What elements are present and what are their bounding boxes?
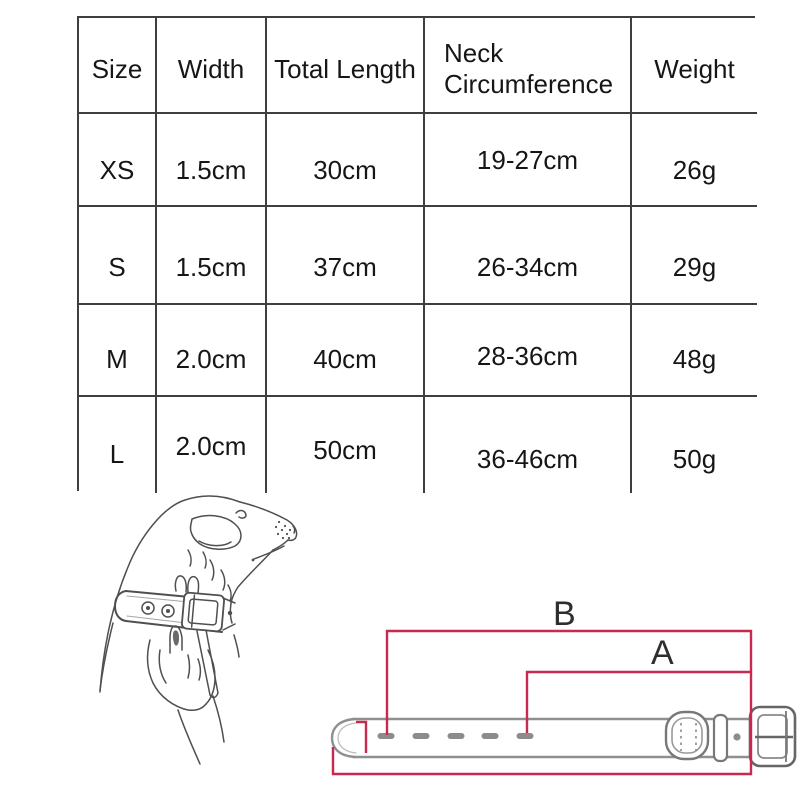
table-cell: 40cm bbox=[267, 305, 425, 397]
table-cell: 1.5cm bbox=[157, 114, 267, 207]
table-cell: 48g bbox=[632, 305, 757, 397]
table-cell: L bbox=[79, 397, 157, 493]
dog-ear bbox=[190, 516, 241, 550]
header-cell-width: Width bbox=[157, 18, 267, 114]
table-cell: 28-36cm bbox=[425, 305, 632, 397]
table-cell: 2.0cm bbox=[157, 305, 267, 397]
collar-buckle bbox=[750, 707, 795, 766]
table-cell: 36-46cm bbox=[425, 397, 632, 493]
table-cell: S bbox=[79, 207, 157, 305]
table-cell: 30cm bbox=[267, 114, 425, 207]
table-cell: 1.5cm bbox=[157, 207, 267, 305]
dog-head-sketch bbox=[100, 496, 297, 764]
table-cell: M bbox=[79, 305, 157, 397]
hand bbox=[148, 626, 224, 764]
header-cell-neck-circumference: Neck Circumference bbox=[425, 18, 632, 114]
header-cell-weight: Weight bbox=[632, 18, 757, 114]
dog-collar-illustration bbox=[60, 490, 350, 800]
table-cell: XS bbox=[79, 114, 157, 207]
collar-keeper bbox=[666, 712, 708, 759]
dog-eye bbox=[236, 511, 246, 519]
measurement-label-a: A bbox=[651, 634, 674, 672]
fingertips bbox=[175, 576, 198, 593]
collar-holes bbox=[378, 733, 534, 739]
collar-loop-bar bbox=[714, 715, 727, 761]
measurement-label-b: B bbox=[553, 595, 576, 633]
table-cell: 19-27cm bbox=[425, 114, 632, 207]
table-cell: 50g bbox=[632, 397, 757, 493]
measure-tick-left bbox=[356, 722, 366, 753]
table-cell: 37cm bbox=[267, 207, 425, 305]
collar-round-hole bbox=[733, 733, 740, 740]
header-cell-size: Size bbox=[79, 18, 157, 114]
table-cell: 2.0cm bbox=[157, 397, 267, 493]
collar-measurement-diagram bbox=[325, 595, 800, 800]
collar-grommets bbox=[142, 602, 174, 617]
table-cell: 50cm bbox=[267, 397, 425, 493]
collar-buckle bbox=[182, 592, 225, 631]
table-cell: 29g bbox=[632, 207, 757, 305]
table-cell: 26-34cm bbox=[425, 207, 632, 305]
whisker-dots bbox=[275, 521, 291, 539]
size-chart-table bbox=[77, 16, 755, 491]
table-cell: 26g bbox=[632, 114, 757, 207]
header-cell-total-length: Total Length bbox=[267, 18, 425, 114]
